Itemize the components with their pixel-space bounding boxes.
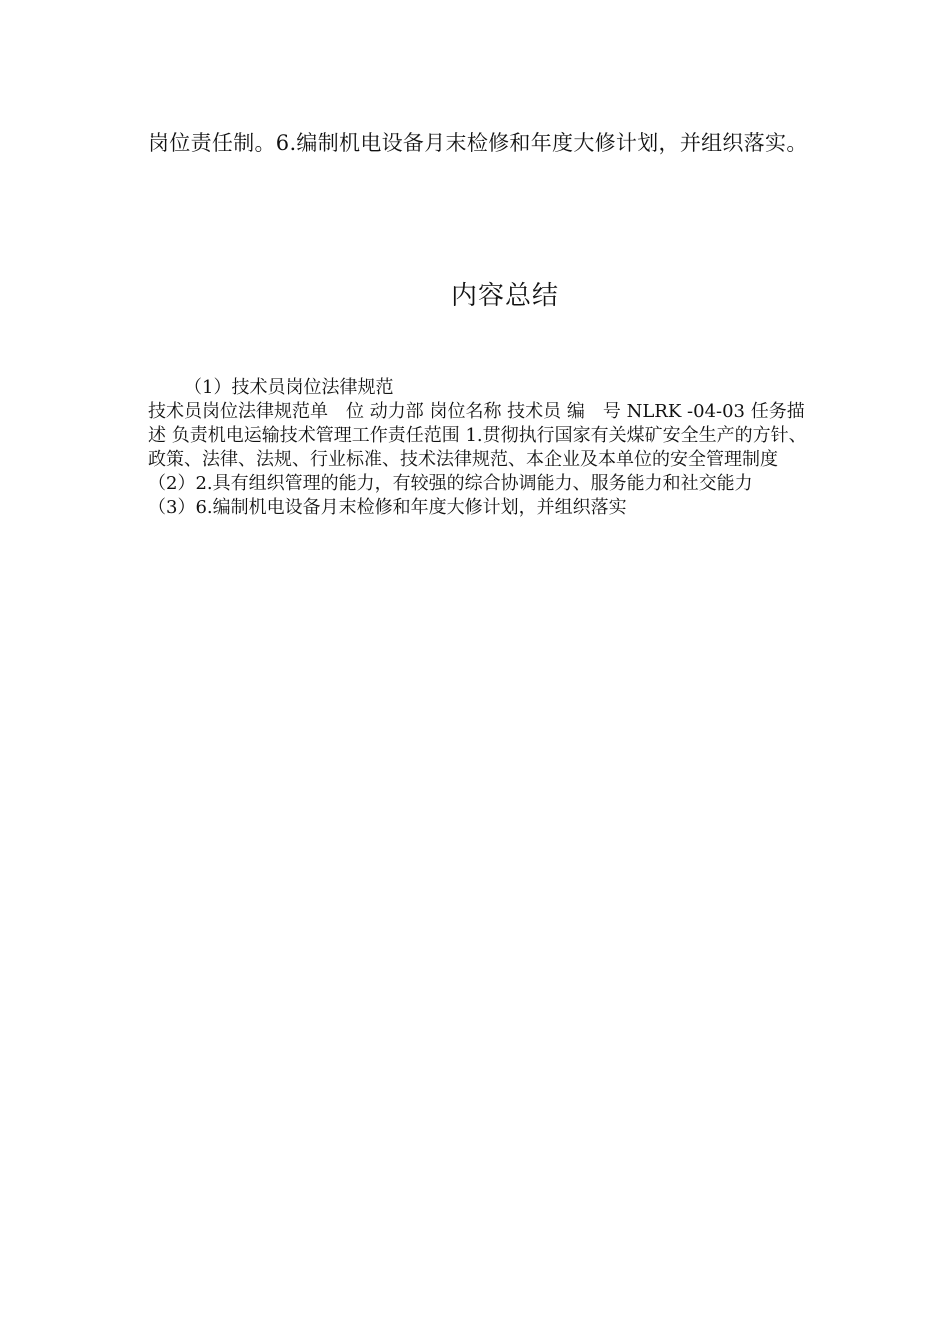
summary-item-1-heading: （1）技术员岗位法律规范 [184,377,394,398]
summary-item-1-body: 技术员岗位法律规范单 位 动力部 岗位名称 技术员 编 号 NLRK -04-03 任务描述 负责机电运输技术管理工作责任范围 1.贯彻执行国家有关煤矿安全生产的方针、政策、法律、法规、行业标准、技术法律规范、本企业及本单位的安全管理制度 [148,401,807,470]
summary-content [148,376,808,520]
top-paragraph: 岗位责任制。6.编制机电设备月末检修和年度大修计划，并组织落实。 [148,131,808,155]
summary-item-2: （2）2.具有组织管理的能力，有较强的综合协调能力、服务能力和社交能力 [148,473,753,494]
summary-item-3: （3）6.编制机电设备月末检修和年度大修计划，并组织落实 [148,497,627,518]
summary-title: 内容总结 [450,281,559,311]
